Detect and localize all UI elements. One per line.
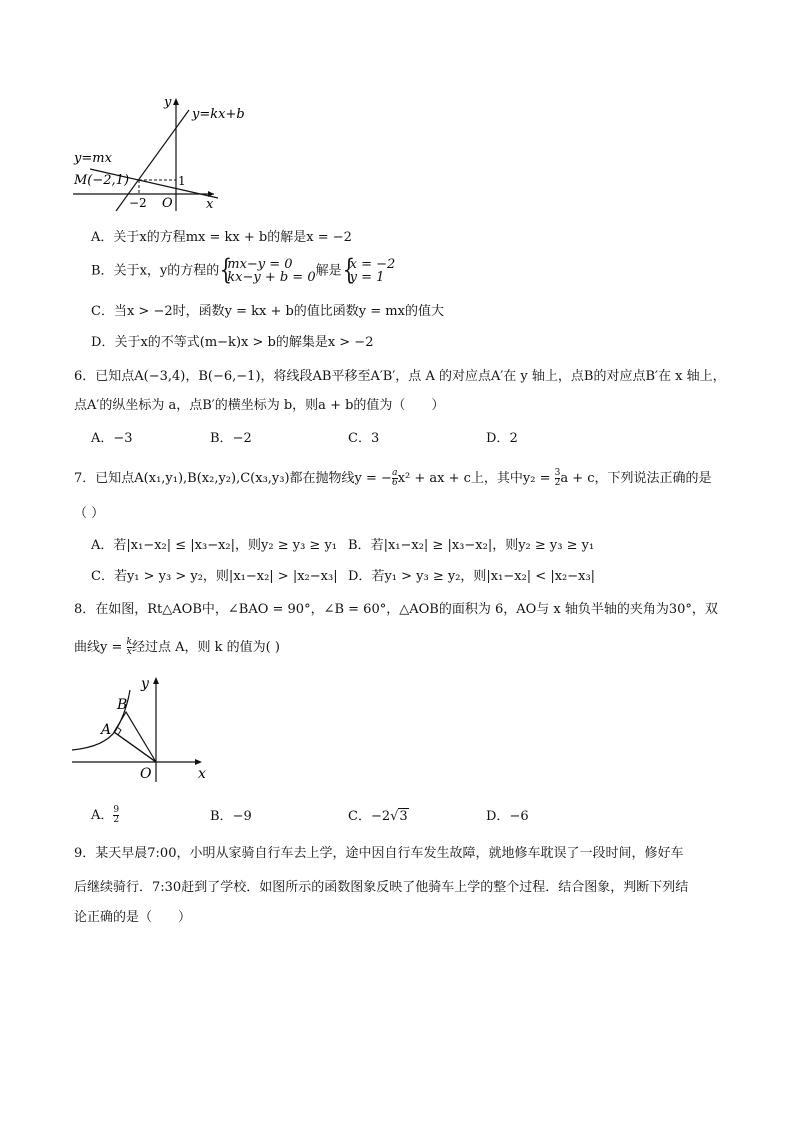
q6-stem-line2: 点A′的纵坐标为 a，点B′的横坐标为 b，则a + b的值为（ ）	[74, 398, 445, 413]
option-text: 关于x的方程mx = kx + b的解是x = −2	[113, 230, 352, 245]
option-label: C．	[91, 304, 114, 319]
q7-stem-line2: （ ）	[74, 506, 105, 521]
q9-stem-line1: 9．某天早晨7:00，小明从家骑自行车去上学，途中因自行车发生故障，就地修车耽误了一段时间，修好车	[74, 846, 684, 861]
q6-option-b[interactable]: B．−2	[210, 431, 252, 446]
fig1-line-mx-label: y=mx	[74, 151, 112, 166]
x-axis-arrow	[195, 759, 202, 765]
q8-stem-line2: 曲线y = $\frac{k}{x}$ 经过点 A，则 k 的值为( )	[74, 637, 280, 657]
radicand: 3	[399, 809, 408, 824]
q5-option-c[interactable]	[91, 303, 444, 321]
fig2-point-b-label: B	[117, 697, 128, 713]
option-text: 关于x的不等式(m−k)x > b的解集是x > −2	[114, 335, 374, 350]
q5-option-d[interactable]	[91, 334, 373, 352]
fig1-point-m-label: M(−2,1)	[74, 173, 130, 188]
q6-option-a[interactable]: A．−3	[91, 431, 133, 446]
fraction-3-over-2: $\frac{3}{2}$	[554, 468, 561, 488]
q6-stem-line1: 6．已知点A(−3,4)，B(−6,−1)，将线段AB平移至A′B′，点 A 的对应点A′在 y 轴上，点B的对应点B′在 x 轴上，	[74, 369, 726, 384]
figure-linear-functions	[68, 96, 258, 214]
q7-option-a[interactable]: A．若|x₁−x₂| ≤ |x₃−x₂|，则y₂ ≥ y₃ ≥ y₁	[91, 538, 338, 553]
segment-ao	[114, 732, 156, 762]
equation-system-2: { x = −2 y = 1	[342, 258, 396, 284]
fig1-line-kx-label: y=kx+b	[192, 107, 245, 122]
fig1-tick-neg2: −2	[129, 196, 147, 210]
q5-option-b[interactable]	[91, 258, 395, 284]
q6-option-c[interactable]: C．3	[348, 431, 380, 446]
q7-option-c[interactable]: C．若y₁ > y₃ > y₂，则|x₁−x₂| > |x₂−x₃|	[91, 569, 338, 584]
q5-option-a[interactable]	[91, 229, 352, 247]
y-axis-arrow	[153, 677, 159, 684]
q8-option-a[interactable]: A． $\frac{9}{2}$	[91, 805, 120, 825]
fig1-origin-label: O	[162, 196, 173, 211]
q8-option-d[interactable]: D．−6	[486, 809, 529, 824]
fig1-tick-1: 1	[178, 174, 186, 188]
q8-stem-line1: 8．在如图，Rt△AOB中，∠BAO = 90°，∠B = 60°，△AOB的面积为 6，AO与 x 轴负半轴的夹角为30°，双	[74, 602, 718, 617]
q7-stem-line1: 7．已知点A(x₁,y₁),B(x₂,y₂),C(x₃,y₃)都在抛物线y = − $\frac{a}{6}$ x² + ax + c上，其中y₂ = $\frac{3}{2}$ a + c，下列说法正确的是	[74, 468, 712, 488]
fraction-a-over-6: $\frac{a}{6}$	[391, 468, 398, 488]
q6-option-d[interactable]: D．2	[486, 431, 518, 446]
q9-stem-line2: 后继续骑行．7:30赶到了学校．如图所示的函数图象反映了他骑车上学的整个过程．结合图象，判断下列结	[74, 880, 689, 895]
option-label: D．	[91, 335, 115, 350]
option-label: A．	[91, 230, 114, 245]
q8-option-b[interactable]: B．−9	[210, 809, 252, 824]
fig1-y-label: y	[164, 96, 172, 110]
option-label: B．	[91, 263, 114, 279]
fraction-9-over-2: $\frac{9}{2}$	[113, 805, 120, 825]
q8-option-c[interactable]: C．−2√3	[348, 809, 408, 824]
y-axis-arrow	[173, 98, 179, 105]
q7-option-d[interactable]: D．若y₁ > y₃ ≥ y₂，则|x₁−x₂| < |x₂−x₃|	[348, 569, 596, 584]
q9-stem-line3: 论正确的是（ ）	[74, 910, 192, 925]
fraction-k-over-x: $\frac{k}{x}$	[126, 637, 132, 657]
figure-hyperbola-triangle	[68, 672, 218, 784]
equation-system-1: { mx−y = 0 kx−y + b = 0	[219, 258, 315, 284]
fig2-origin-label: O	[140, 766, 152, 782]
option-text-mid: 解是	[315, 263, 342, 279]
fig2-point-a-label: A	[101, 722, 112, 738]
fig2-y-label: y	[141, 676, 149, 692]
option-text: 当x > −2时，函数y = kx + b的值比函数y = mx的值大	[113, 304, 444, 319]
option-text: 关于x，y的方程的	[113, 263, 220, 279]
fig1-x-label: x	[206, 197, 214, 212]
line-kx-b	[116, 110, 189, 211]
q7-option-b[interactable]: B．若|x₁−x₂| ≥ |x₃−x₂|，则y₂ ≥ y₃ ≥ y₁	[348, 538, 595, 553]
fig2-x-label: x	[198, 766, 206, 782]
